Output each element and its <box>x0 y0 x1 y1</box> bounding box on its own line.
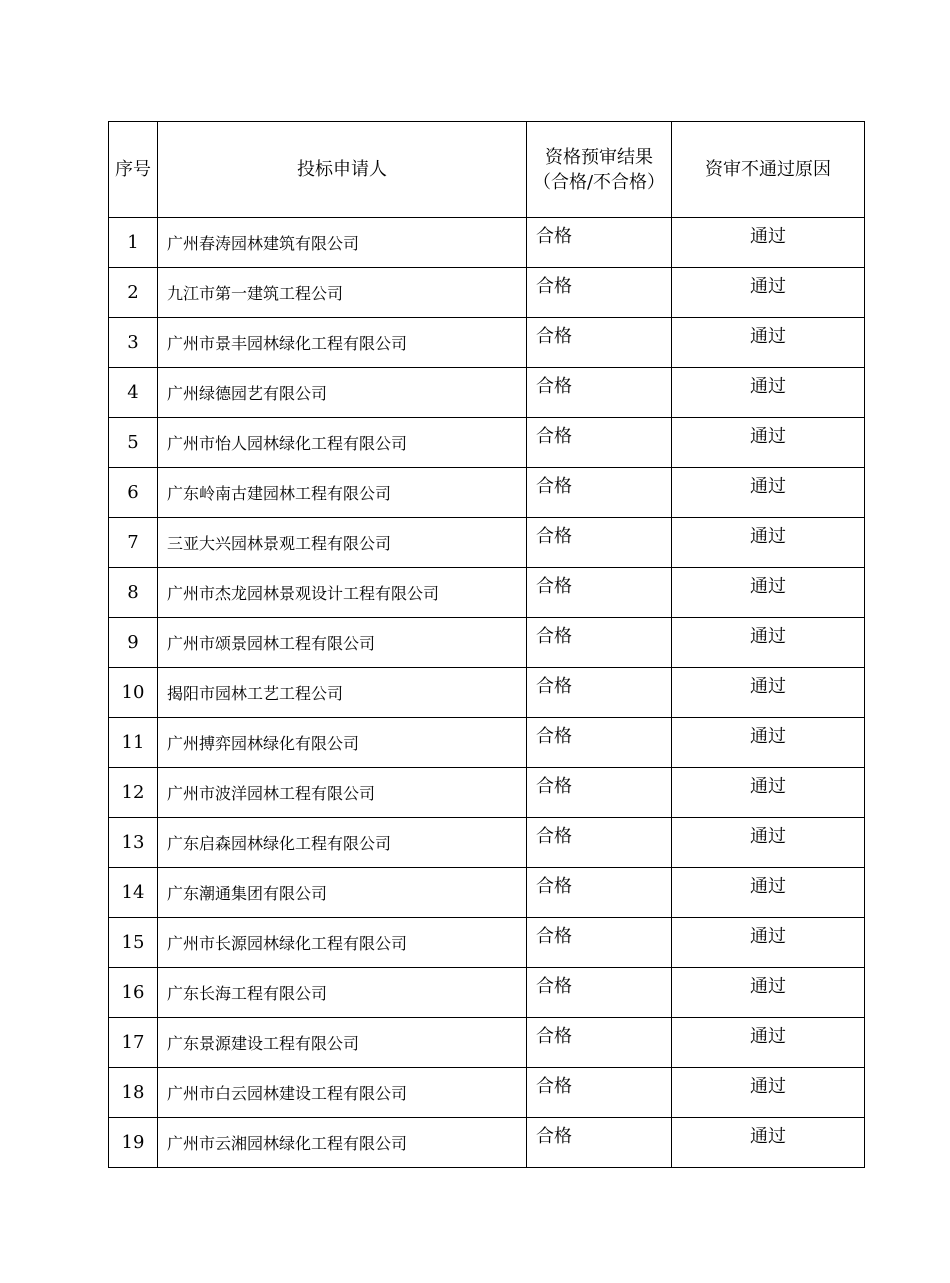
reason-cell: 通过 <box>672 418 865 468</box>
applicant-name: 广东潮通集团有限公司 <box>158 868 527 918</box>
result-cell: 合格 <box>527 418 672 468</box>
applicant-name: 广州市景丰园林绿化工程有限公司 <box>158 318 527 368</box>
reason-cell: 通过 <box>672 768 865 818</box>
table-row <box>109 918 865 968</box>
applicant-name: 广州绿德园艺有限公司 <box>158 368 527 418</box>
row-no: 9 <box>109 618 158 668</box>
table-row <box>109 968 865 1018</box>
applicant-name: 广东岭南古建园林工程有限公司 <box>158 468 527 518</box>
applicant-name: 广州市颂景园林工程有限公司 <box>158 618 527 668</box>
row-no: 17 <box>109 1018 158 1068</box>
result-cell: 合格 <box>527 1068 672 1118</box>
table-row <box>109 568 865 618</box>
table-row <box>109 368 865 418</box>
row-no: 12 <box>109 768 158 818</box>
reason-cell: 通过 <box>672 668 865 718</box>
row-no: 11 <box>109 718 158 768</box>
row-no: 7 <box>109 518 158 568</box>
row-no: 13 <box>109 818 158 868</box>
reason-cell: 通过 <box>672 1068 865 1118</box>
applicant-name: 广东景源建设工程有限公司 <box>158 1018 527 1068</box>
result-cell: 合格 <box>527 318 672 368</box>
prequalification-result-table <box>108 121 865 1168</box>
applicant-name: 广州搏弈园林绿化有限公司 <box>158 718 527 768</box>
table-body <box>109 218 865 1168</box>
table-row <box>109 618 865 668</box>
table-row <box>109 1118 865 1168</box>
reason-cell: 通过 <box>672 368 865 418</box>
applicant-name: 广州市白云园林建设工程有限公司 <box>158 1068 527 1118</box>
row-no: 10 <box>109 668 158 718</box>
result-cell: 合格 <box>527 368 672 418</box>
row-no: 4 <box>109 368 158 418</box>
table-row <box>109 768 865 818</box>
applicant-name: 广州市杰龙园林景观设计工程有限公司 <box>158 568 527 618</box>
reason-cell: 通过 <box>672 318 865 368</box>
row-no: 8 <box>109 568 158 618</box>
result-cell: 合格 <box>527 1018 672 1068</box>
reason-cell: 通过 <box>672 1018 865 1068</box>
reason-cell: 通过 <box>672 868 865 918</box>
reason-cell: 通过 <box>672 218 865 268</box>
reason-cell: 通过 <box>672 818 865 868</box>
result-cell: 合格 <box>527 668 672 718</box>
table-row <box>109 668 865 718</box>
applicant-name: 九江市第一建筑工程公司 <box>158 268 527 318</box>
reason-cell: 通过 <box>672 718 865 768</box>
applicant-name: 广州市云湘园林绿化工程有限公司 <box>158 1118 527 1168</box>
applicant-name: 广东长海工程有限公司 <box>158 968 527 1018</box>
applicant-name: 广州春涛园林建筑有限公司 <box>158 218 527 268</box>
row-no: 18 <box>109 1068 158 1118</box>
reason-cell: 通过 <box>672 918 865 968</box>
result-cell: 合格 <box>527 218 672 268</box>
table-row <box>109 268 865 318</box>
table-row <box>109 318 865 368</box>
table-row <box>109 1018 865 1068</box>
applicant-name: 揭阳市园林工艺工程公司 <box>158 668 527 718</box>
applicant-name: 广州市长源园林绿化工程有限公司 <box>158 918 527 968</box>
table-row <box>109 418 865 468</box>
applicant-name: 广东启森园林绿化工程有限公司 <box>158 818 527 868</box>
table-header-row <box>109 122 865 218</box>
reason-cell: 通过 <box>672 268 865 318</box>
result-cell: 合格 <box>527 568 672 618</box>
reason-cell: 通过 <box>672 968 865 1018</box>
result-cell: 合格 <box>527 968 672 1018</box>
reason-cell: 通过 <box>672 518 865 568</box>
table-row <box>109 218 865 268</box>
result-cell: 合格 <box>527 768 672 818</box>
result-cell: 合格 <box>527 1118 672 1168</box>
header-reason: 资审不通过原因 <box>672 122 865 218</box>
header-result: 资格预审结果（合格/不合格） <box>527 122 672 218</box>
reason-cell: 通过 <box>672 1118 865 1168</box>
reason-cell: 通过 <box>672 468 865 518</box>
table-row <box>109 468 865 518</box>
result-cell: 合格 <box>527 518 672 568</box>
result-cell: 合格 <box>527 718 672 768</box>
row-no: 14 <box>109 868 158 918</box>
row-no: 15 <box>109 918 158 968</box>
table-row <box>109 518 865 568</box>
applicant-name: 广州市怡人园林绿化工程有限公司 <box>158 418 527 468</box>
row-no: 6 <box>109 468 158 518</box>
table-row <box>109 868 865 918</box>
reason-cell: 通过 <box>672 618 865 668</box>
header-applicant: 投标申请人 <box>158 122 527 218</box>
applicant-name: 广州市波洋园林工程有限公司 <box>158 768 527 818</box>
table-row <box>109 718 865 768</box>
row-no: 19 <box>109 1118 158 1168</box>
row-no: 2 <box>109 268 158 318</box>
result-cell: 合格 <box>527 618 672 668</box>
row-no: 3 <box>109 318 158 368</box>
result-cell: 合格 <box>527 818 672 868</box>
row-no: 5 <box>109 418 158 468</box>
row-no: 1 <box>109 218 158 268</box>
table-row <box>109 818 865 868</box>
result-cell: 合格 <box>527 868 672 918</box>
table-row <box>109 1068 865 1118</box>
result-cell: 合格 <box>527 918 672 968</box>
reason-cell: 通过 <box>672 568 865 618</box>
result-cell: 合格 <box>527 268 672 318</box>
header-no: 序号 <box>109 122 158 218</box>
applicant-name: 三亚大兴园林景观工程有限公司 <box>158 518 527 568</box>
row-no: 16 <box>109 968 158 1018</box>
result-cell: 合格 <box>527 468 672 518</box>
